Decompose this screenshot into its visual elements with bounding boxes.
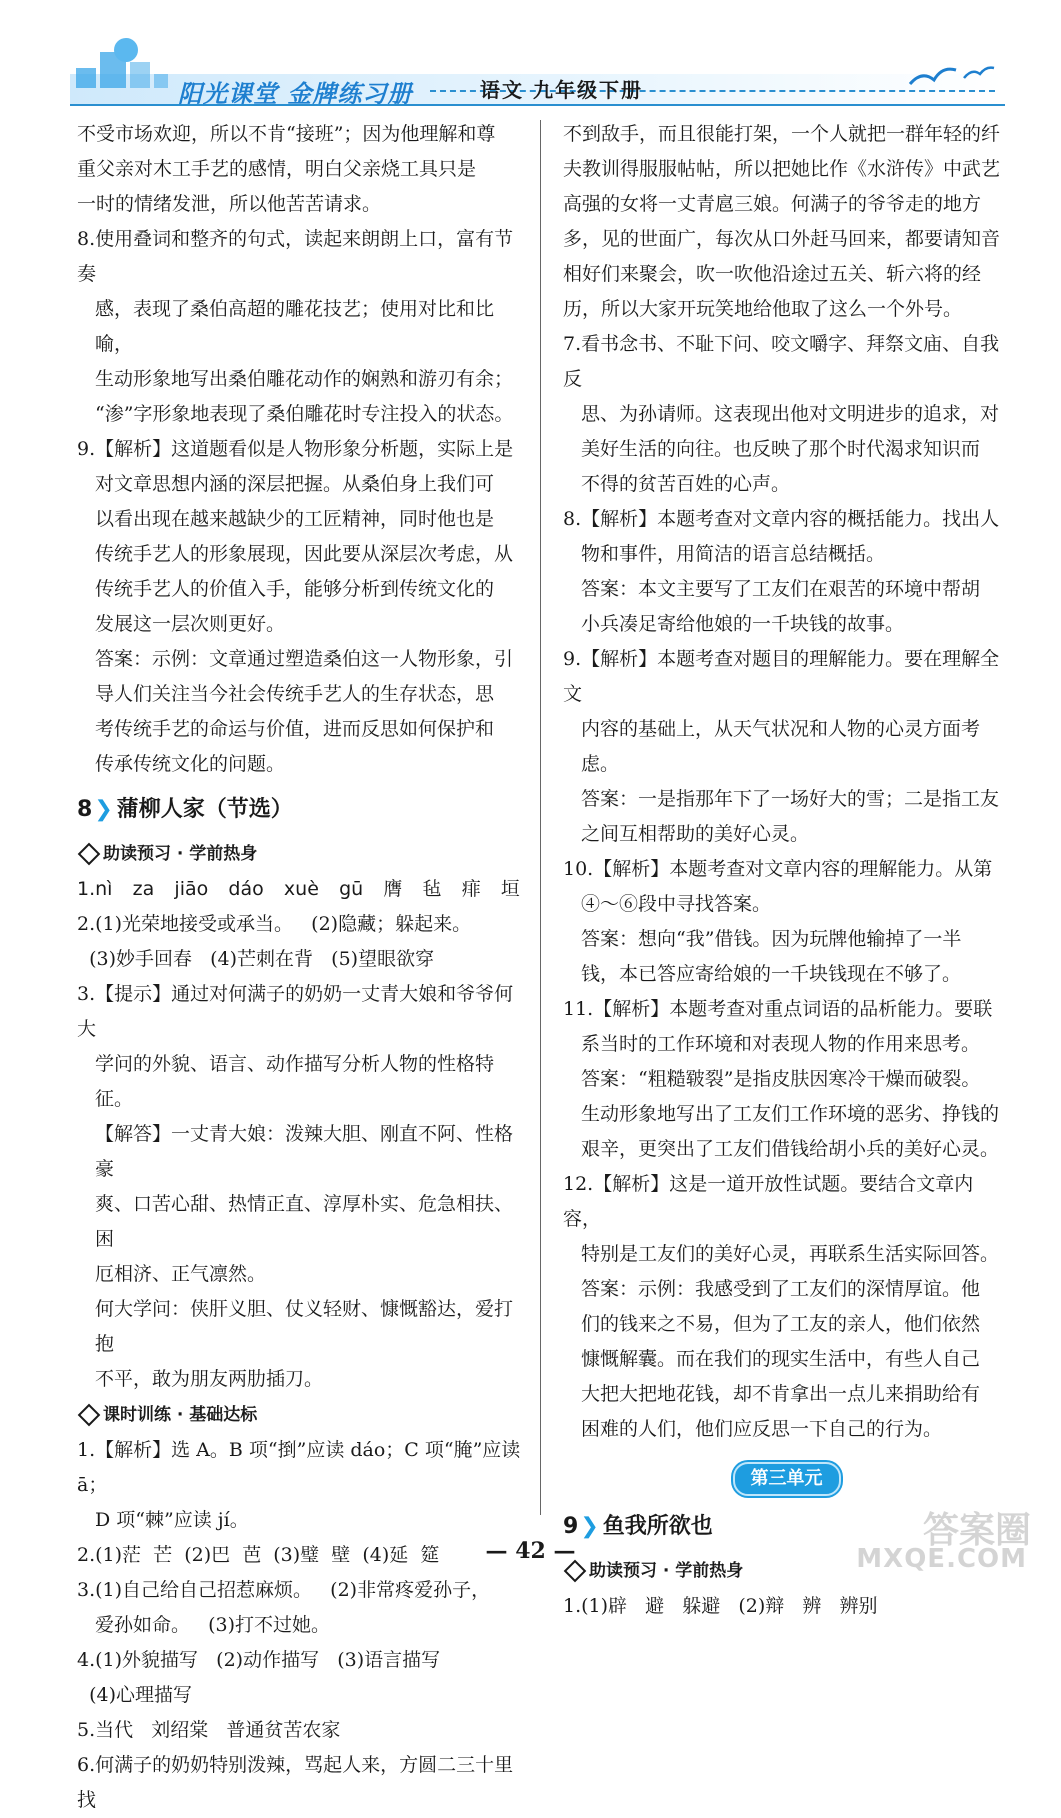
lesson-title: 蒲柳人家（节选） <box>116 797 293 822</box>
text-line: 重父亲对木工手艺的感情，明白父亲烧工具只是 <box>77 158 477 180</box>
text-line: 8.【解析】本题考查对文章内容的概括能力。找出人 <box>563 508 1000 530</box>
chevron-right-icon: ❯ <box>580 1514 599 1539</box>
text-line: 学问的外貌、语言、动作描写分析人物的性格特征。 <box>95 1053 495 1110</box>
text-line: 夫教训得服服帖帖，所以把她比作《水浒传》中武艺 <box>563 158 1001 180</box>
text-line: 答案：想向“我”借钱。因为玩牌他输掉了一半 <box>581 928 962 950</box>
text-line: 爽、口苦心甜、热情正直、淳厚朴实、危急相扶、困 <box>95 1193 514 1250</box>
diamond-icon <box>78 1403 101 1426</box>
pinyin-item: 痱 <box>461 878 481 900</box>
text-line: 慷慨解囊。而在我们的现实生活中，有些人自己 <box>581 1348 981 1370</box>
text-line: 传统手艺人的价值入手，能够分析到传统文化的 <box>95 578 495 600</box>
text-line: 3.(1)自己给自己招惹麻烦。 (2)非常疼爱孙子， <box>77 1579 491 1601</box>
watermark-logo <box>831 1500 1041 1580</box>
preview-answers <box>77 907 524 1397</box>
text-line: 答案：示例：文章通过塑造桑伯这一人物形象，引 <box>95 648 514 670</box>
text-line: 系当时的工作环境和对表现人物的作用来思考。 <box>581 1033 981 1055</box>
text-line: 不得的贫苦百姓的心声。 <box>581 473 791 495</box>
unit-banner <box>563 1461 1010 1499</box>
text-line: 生动形象地写出桑伯雕花动作的娴熟和游刃有余； <box>95 368 514 390</box>
pinyin-item: gū <box>339 878 364 900</box>
text-line: 8.使用叠词和整齐的句式，读起来朗朗上口，富有节奏 <box>77 228 514 285</box>
text-line: 4.(1)外貌描写 (2)动作描写 (3)语言描写 <box>77 1649 441 1671</box>
unit-badge: 第三单元 <box>733 1462 841 1496</box>
text-line: 感，表现了桑伯高超的雕花技艺；使用对比和比喻， <box>95 298 495 355</box>
text-line: 不到敌手，而且很能打架，一个人就把一群年轻的纤 <box>563 123 1001 145</box>
text-line: ④～⑥段中寻找答案。 <box>581 893 772 915</box>
text-line: 相好们来聚会，吹一吹他沿途过五关、斩六将的经 <box>563 263 982 285</box>
pinyin-item: 1.nì <box>77 878 113 900</box>
text-line: 们的钱来之不易，但为了工友的亲人，他们依然 <box>581 1313 981 1335</box>
section-title: 课时训练 · 基础达标 <box>103 1405 258 1425</box>
text-line: 对文章思想内涵的深层把握。从桑伯身上我们可 <box>95 473 495 495</box>
right-column <box>563 117 1010 1624</box>
text-line: 答案：一是指那年下了一场好大的雪；二是指工友 <box>581 788 1000 810</box>
text-line: 2.(1)光荣地接受或承当。 (2)隐藏；躲起来。 <box>77 913 472 935</box>
text-line: 美好生活的向往。也反映了那个时代渴求知识而 <box>581 438 981 460</box>
logo-icon <box>70 38 180 104</box>
watermark-domain: MXQE.COM <box>856 1544 1027 1574</box>
text-line: 思、为孙请师。这表现出他对文明进步的追求，对 <box>581 403 1000 425</box>
right-answers <box>563 117 1010 1447</box>
text-line: (3)妙手回春 (4)芒刺在背 (5)望眼欲穿 <box>77 948 435 970</box>
training-answers <box>77 1433 527 1818</box>
text-line: D 项“棘”应读 jí。 <box>95 1509 249 1531</box>
text-line: 多，见的世面广，每次从口外赶马回来，都要请知音 <box>563 228 1001 250</box>
text-line: 小兵凑足寄给他娘的一千块钱的故事。 <box>581 613 905 635</box>
text-line: 1.【解析】选 A。B 项“捯”应读 dáo；C 项“腌”应读 ā； <box>77 1439 527 1496</box>
pinyin-item: za <box>132 878 155 900</box>
text-line: 历，所以大家开玩笑地给他取了这么一个外号。 <box>563 298 963 320</box>
section-title: 助读预习 · 学前热身 <box>103 844 258 864</box>
birds-icon <box>900 56 1000 96</box>
text-line: 答案：本文主要写了工友们在艰苦的环境中帮胡 <box>581 578 981 600</box>
text-line: 5.当代 刘绍棠 普通贫苦农家 <box>77 1719 341 1741</box>
text-line: 【解答】一丈青大娘：泼辣大胆、刚直不阿、性格豪 <box>95 1123 514 1180</box>
text-line: 物和事件，用简洁的语言总结概括。 <box>581 543 886 565</box>
subject-title: 语文 九年级下册 <box>480 78 643 102</box>
pinyin-item: xuè <box>283 878 319 900</box>
pinyin-item: dáo <box>228 878 264 900</box>
text-line: 钱，本已答应寄给娘的一千块钱现在不够了。 <box>581 963 962 985</box>
pinyin-item: 毡 <box>422 878 442 900</box>
page-header <box>70 38 1005 108</box>
chevron-right-icon: ❯ <box>94 797 113 822</box>
text-line: 爱孙如命。 (3)打不过她。 <box>95 1614 331 1636</box>
text-line: 困难的人们，他们应反思一下自己的行为。 <box>581 1418 943 1440</box>
text-line: 7.看书念书、不耻下问、咬文嚼字、拜祭文庙、自我反 <box>563 333 1000 390</box>
text-line: 答案：“粗糙皲裂”是指皮肤因寒冷干燥而破裂。 <box>581 1068 981 1090</box>
lesson-number: 9 <box>563 1514 579 1539</box>
text-line: 2.(1)茫 芒 (2)巴 芭 (3)璧 壁 (4)延 筵 <box>77 1544 440 1566</box>
text-line: 答案：示例：我感受到了工友们的深情厚谊。他 <box>581 1278 981 1300</box>
text-line: 艰辛，更突出了工友们借钱给胡小兵的美好心灵。 <box>581 1138 1000 1160</box>
lesson-title: 鱼我所欲也 <box>602 1514 713 1539</box>
text-line: 3.【提示】通过对何满子的奶奶一丈青大娘和爷爷何大 <box>77 983 514 1040</box>
pinyin-item: 垣 <box>500 878 520 900</box>
pinyin-item: 膺 <box>383 878 403 900</box>
section-title: 助读预习 · 学前热身 <box>589 1561 744 1581</box>
lesson-heading <box>77 790 524 830</box>
section-heading <box>77 1397 524 1433</box>
text-line: 特别是工友们的美好心灵，再联系生活实际回答。 <box>581 1243 1000 1265</box>
text-line: 生动形象地写出了工友们工作环境的恶劣、挣钱的 <box>581 1103 1000 1125</box>
text-line: 传统手艺人的形象展现，因此要从深层次考虑，从 <box>95 543 514 565</box>
text-line: 高强的女将一丈青扈三娘。何满子的爷爷走的地方 <box>563 193 982 215</box>
section-heading <box>77 836 524 872</box>
text-line: 9.【解析】本题考查对题目的理解能力。要在理解全文 <box>563 648 1000 705</box>
text-line: 考传统手艺的命运与价值，进而反思如何保护和 <box>95 718 495 740</box>
watermark-text: 答案圈 <box>922 1510 1031 1551</box>
brand-title: 阳光课堂 金牌练习册 <box>178 80 413 108</box>
pinyin-item: jiāo <box>174 878 209 900</box>
page-number: — 42 — <box>485 1538 576 1564</box>
text-line: (4)心理描写 <box>77 1684 193 1706</box>
text-line: 6.何满子的奶奶特别泼辣，骂起人来，方圆二三十里找 <box>77 1754 514 1811</box>
text-line: 9.【解析】这道题看似是人物形象分析题，实际上是 <box>77 438 514 460</box>
text-line: 之间互相帮助的美好心灵。 <box>581 823 810 845</box>
text-line: 厄相济、正气凛然。 <box>95 1263 267 1285</box>
diamond-icon <box>78 842 101 865</box>
text-line: 以看出现在越来越缺少的工匠精神，同时他也是 <box>95 508 495 530</box>
text-line: 导人们关注当今社会传统手艺人的生存状态，思 <box>95 683 495 705</box>
left-answers-top <box>77 117 524 782</box>
column-divider <box>540 120 541 1515</box>
text-line: 不平，敢为朋友两肋插刀。 <box>95 1368 324 1390</box>
text-line: “渗”字形象地表现了桑伯雕花时专注投入的状态。 <box>95 403 514 425</box>
text-line: 大把大把地花钱，却不肯拿出一点儿来捐助给有 <box>581 1383 981 1405</box>
text-line: 12.【解析】这是一道开放性试题。要结合文章内容， <box>563 1173 974 1230</box>
text-line: 何大学问：侠肝义胆、仗义轻财、慷慨豁达，爱打抱 <box>95 1298 514 1355</box>
text-line: 发展这一层次则更好。 <box>95 613 286 635</box>
text-line: 一时的情绪发泄，所以他苦苦请求。 <box>77 193 382 215</box>
lesson-number: 8 <box>77 797 93 822</box>
text-line: 11.【解析】本题考查对重点词语的品析能力。要联 <box>563 998 993 1020</box>
text-line: 内容的基础上，从天气状况和人物的心灵方面考虑。 <box>581 718 981 775</box>
text-line: 传承传统文化的问题。 <box>95 753 286 775</box>
pinyin-row <box>77 872 524 907</box>
text-line: 10.【解析】本题考查对文章内容的理解能力。从第 <box>563 858 993 880</box>
text-line: 1.(1)辟 避 躲避 (2)辩 辨 辨别 <box>563 1595 878 1617</box>
text-line: 不受市场欢迎，所以不肯“接班”；因为他理解和尊 <box>77 123 496 145</box>
